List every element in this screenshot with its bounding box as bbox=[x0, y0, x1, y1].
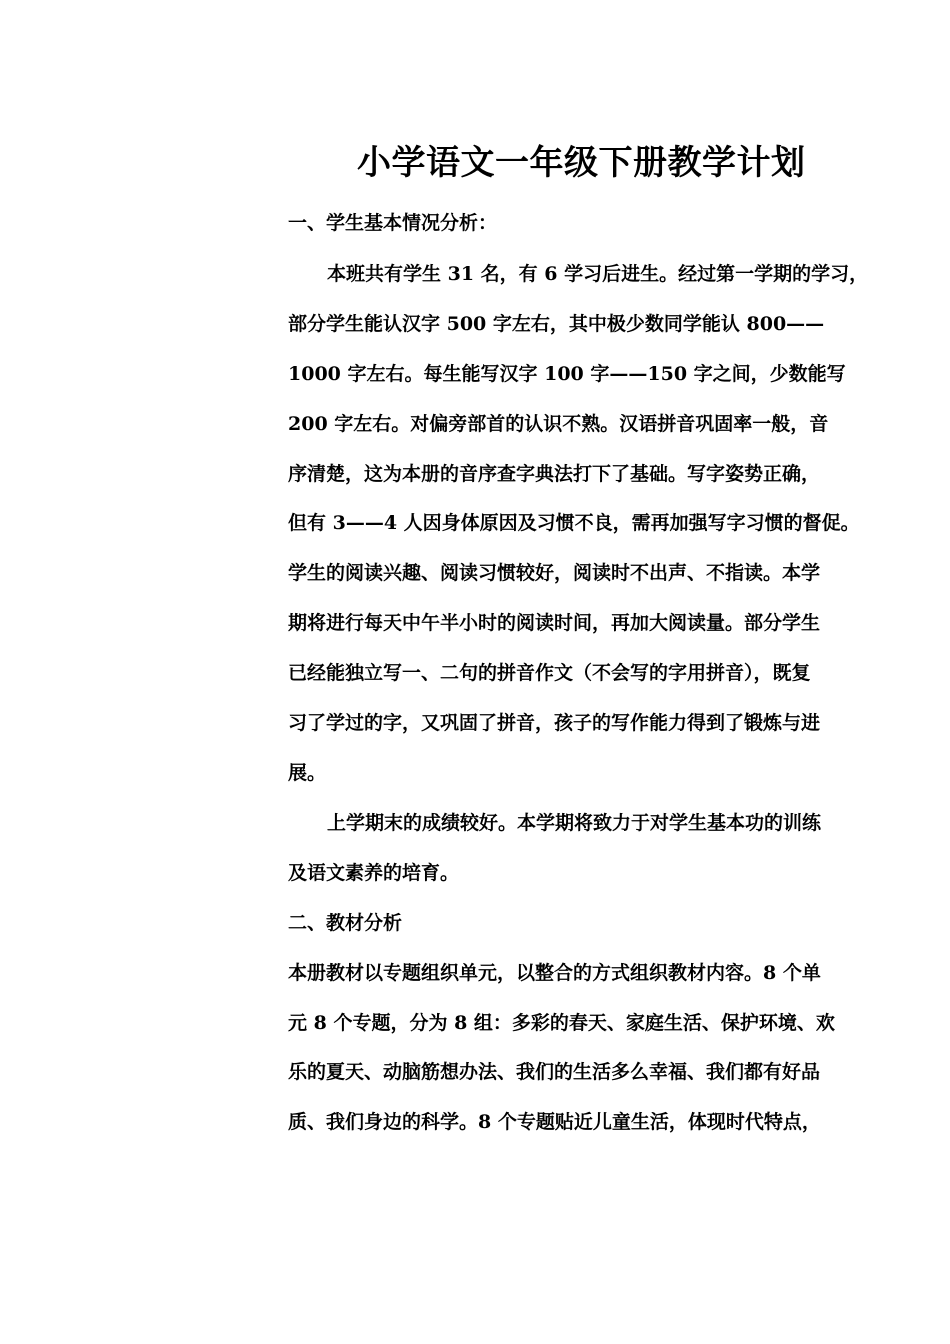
paragraph-line: 学生的阅读兴趣、阅读习惯较好，阅读时不出声、不指读。本学 bbox=[288, 562, 821, 584]
paragraph-line: 已经能独立写一、二句的拼音作文（不会写的字用拼音），既复 bbox=[288, 662, 811, 684]
paragraph-line: 1000 字左右。每生能写汉字 100 字——150 字之间，少数能写 bbox=[288, 363, 846, 385]
paragraph-line: 习了学过的字，又巩固了拼音，孩子的写作能力得到了锻炼与进 bbox=[288, 712, 821, 734]
document-title: 小学语文一年级下册教学计划 bbox=[357, 143, 806, 183]
paragraph-line: 及语文素养的培育。 bbox=[288, 862, 460, 884]
section-heading-2: 二、教材分析 bbox=[288, 912, 403, 934]
paragraph-line: 期将进行每天中午半小时的阅读时间，再加大阅读量。部分学生 bbox=[288, 612, 821, 634]
paragraph-line: 元 8 个专题，分为 8 组：多彩的春天、家庭生活、保护环境、欢 bbox=[288, 1012, 835, 1034]
section-heading-1: 一、学生基本情况分析： bbox=[288, 212, 498, 234]
paragraph-line: 本班共有学生 31 名，有 6 学习后进生。经过第一学期的学习， bbox=[327, 263, 869, 285]
paragraph-line: 部分学生能认汉字 500 字左右，其中极少数同学能认 800—— bbox=[288, 313, 825, 335]
paragraph-line: 序清楚，这为本册的音序查字典法打下了基础。写字姿势正确， bbox=[288, 463, 821, 485]
paragraph-line: 但有 3——4 人因身体原因及习惯不良，需再加强写字习惯的督促。 bbox=[288, 512, 860, 534]
paragraph-line: 质、我们身边的科学。8 个专题贴近儿童生活，体现时代特点， bbox=[288, 1111, 821, 1133]
paragraph-line: 本册教材以专题组织单元，以整合的方式组织教材内容。8 个单 bbox=[288, 962, 821, 984]
paragraph-line: 乐的夏天、动脑筋想办法、我们的生活多么幸福、我们都有好品 bbox=[288, 1061, 821, 1083]
paragraph-line: 展。 bbox=[288, 762, 327, 784]
paragraph-line: 200 字左右。对偏旁部首的认识不熟。汉语拼音巩固率一般，音 bbox=[288, 413, 829, 435]
paragraph-line: 上学期末的成绩较好。本学期将致力于对学生基本功的训练 bbox=[327, 812, 822, 834]
